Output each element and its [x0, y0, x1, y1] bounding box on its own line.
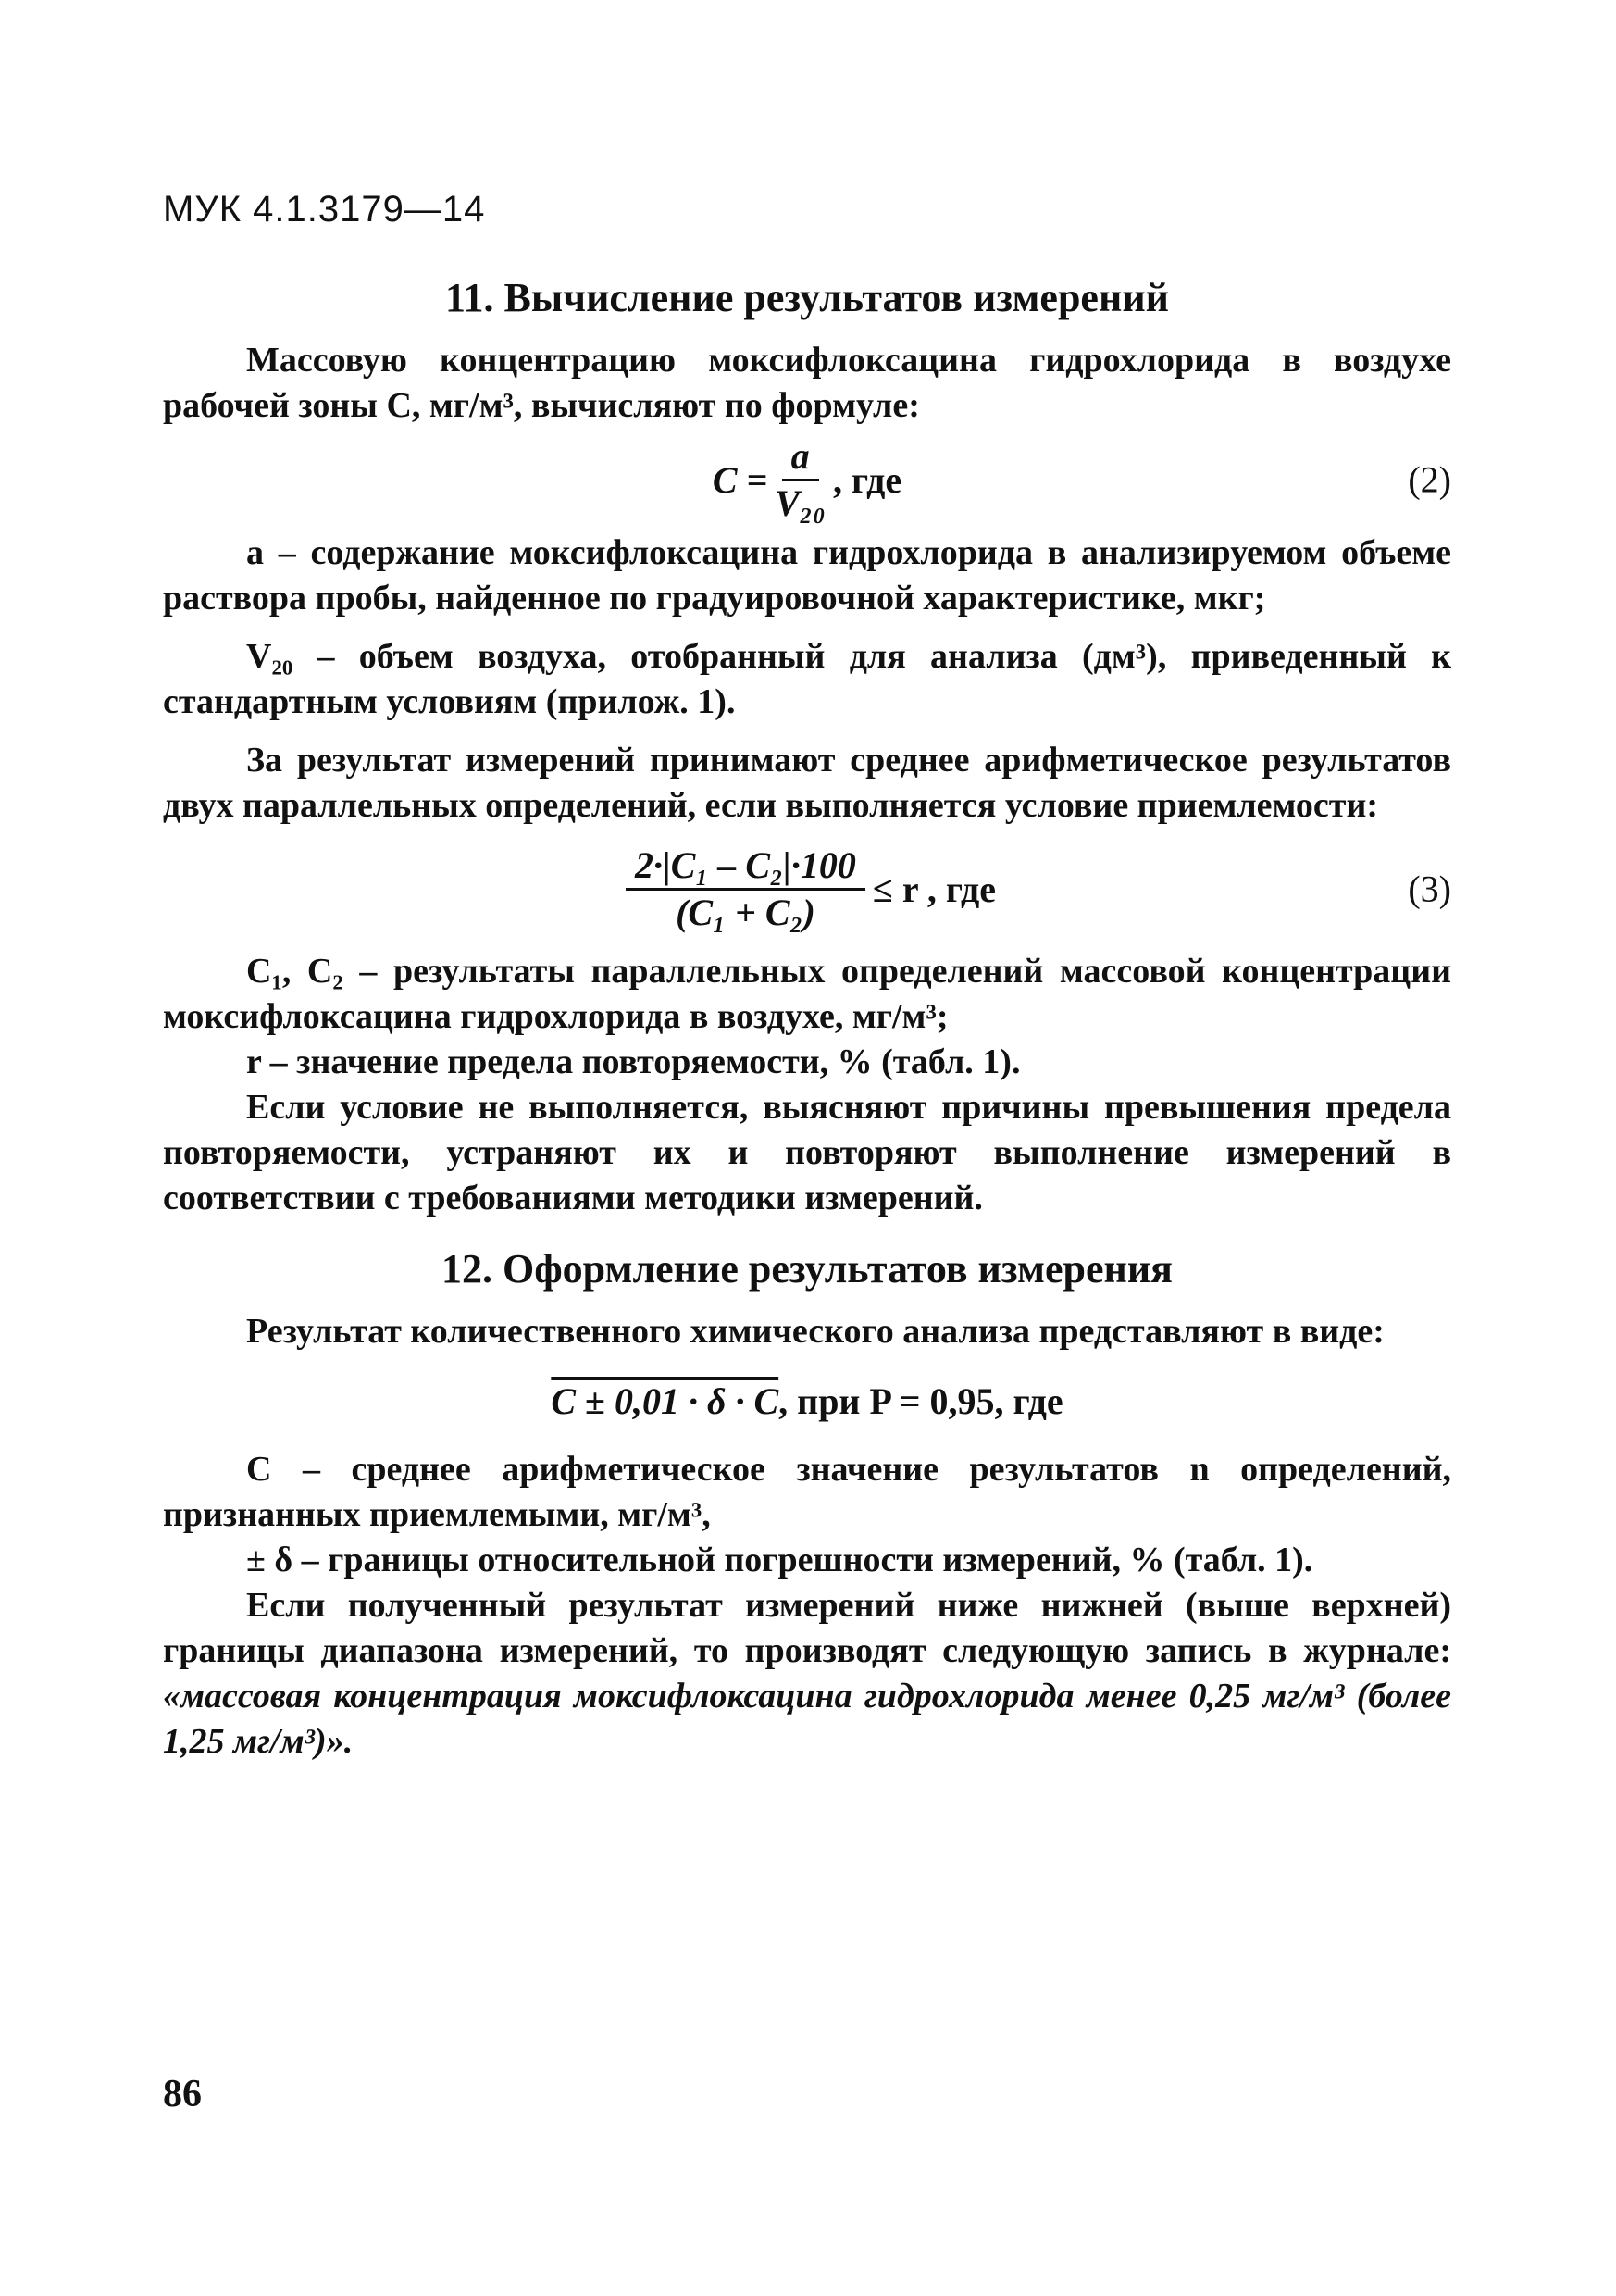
formula-2-numerator: a: [782, 434, 819, 481]
section-12-heading: 12. Оформление результатов измерения: [441, 1246, 1173, 1292]
section-12-intro: Результат количественного химического анализа представляют в виде:: [246, 1312, 1385, 1351]
definition-delta: ± δ – границы относительной погрешности измерений, % (табл. 1).: [246, 1541, 1313, 1579]
formula-3-suffix: ≤ r , где: [872, 867, 997, 910]
formula-2-fraction: [775, 434, 826, 526]
formula-2-number: (2): [1408, 458, 1451, 501]
page-content: [163, 274, 1451, 1765]
page-number: 86: [163, 2073, 202, 2115]
formula-2-suffix: , где: [832, 458, 902, 501]
document-code: МУК 4.1.3179—14: [163, 189, 486, 230]
formula-2: [163, 429, 1451, 530]
formula-3-denominator: (C₁ + C₂): [676, 891, 815, 933]
section-11-intro: Массовую концентрацию моксифлоксацина гидрохлорида в воздухе рабочей зоны С, мг/м³, вычисляют по формуле:: [163, 341, 1451, 425]
formula-2-lhs: С =: [712, 458, 768, 501]
final-record-text: [163, 1583, 1451, 1765]
formula-3: [163, 829, 1451, 949]
formula-3-number: (3): [1408, 867, 1451, 910]
failure-procedure-text: Если условие не выполняется, выясняют причины превышения предела повторяемости, устраняют их и повторяют выполнение измерений в соответствии с требованиями методики измерений.: [163, 1088, 1451, 1217]
result-condition-text: За результат измерений принимают среднее арифметическое результатов двух параллельных определений, если выполняется условие приемлемости:: [163, 741, 1451, 825]
section-11-heading: 11. Вычисление результатов измерений: [444, 275, 1170, 320]
result-formula: [163, 1354, 1451, 1447]
formula-3-fraction: [626, 843, 865, 935]
definition-c1-c2: С₁, С₂ – результаты параллельных определений массовой концентрации моксифлоксацина гидрохлорида в воздухе, мг/м³;: [163, 952, 1451, 1036]
definition-r: r – значение предела повторяемости, % (табл. 1).: [246, 1042, 1021, 1081]
definition-v20: V₂₀ – объем воздуха, отобранный для анализа (дм³), приведенный к стандартным условиям (прилож. 1).: [163, 637, 1451, 721]
result-formula-suffix: , при P = 0,95, где: [778, 1379, 1063, 1422]
formula-3-numerator: 2·|C₁ – C₂|·100: [626, 843, 865, 891]
definition-c-bar: С – среднее арифметическое значение результатов n определений, признанных приемлемыми, мг/м³,: [163, 1450, 1451, 1534]
definition-a: а – содержание моксифлоксацина гидрохлорида в анализируемом объеме раствора пробы, найденное по градуировочной характеристике, мкг;: [163, 533, 1451, 618]
final-record-quote: «массовая концентрация моксифлоксацина гидрохлорида менее 0,25 мг/м³ (более 1,25 мг/м³)».: [163, 1677, 1451, 1761]
final-record-lead: Если полученный результат измерений ниже нижней (выше верхней) границы диапазона измерений, то производят следующую запись в журнале:: [163, 1586, 1451, 1670]
result-formula-expression: C ± 0,01 · δ · C: [551, 1379, 779, 1422]
formula-2-denominator: V₂₀: [775, 481, 826, 524]
